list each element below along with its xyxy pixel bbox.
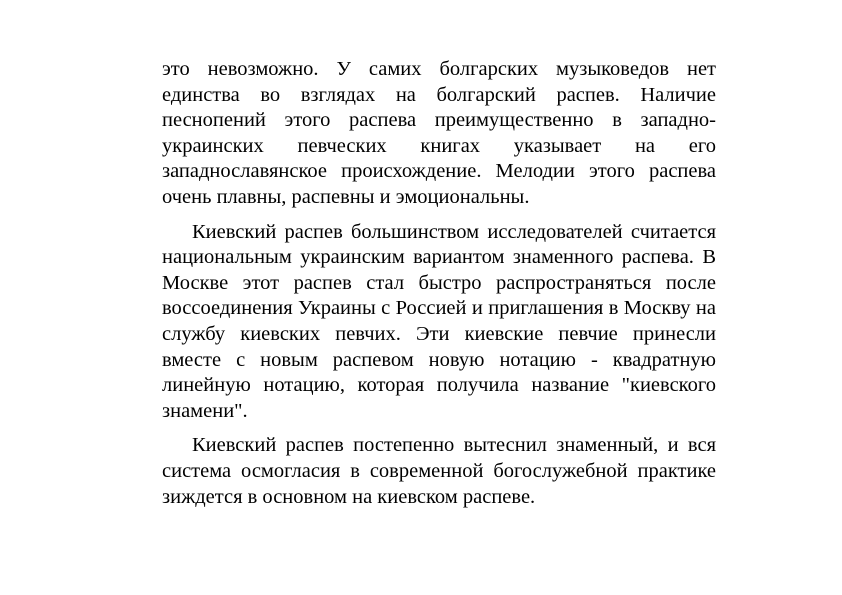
paragraph-continuation: это невозможно. У самих болгарских музыковедов нет единства во взглядах на болгарский распев. Наличие песнопений этого распева преимущественно в западно-украинских певческих книгах указывает на его западнославянское происхождение. Мелодии этого распева очень плавны, распевны и эмоциональны.	[162, 58, 716, 208]
paragraph-kiev-chant: Киевский распев большинством исследователей считается национальным украинским вариантом знаменного распева. В Москве этот распев стал быстро распространяться после воссоединения Украины с Россией и приглашения в Москву на службу киевских певчих. Эти киевские певчие принесли вместе с новым распевом новую нотацию - квадратную линейную нотацию, которая получила название "киевского знамени".	[162, 220, 716, 422]
document-body	[162, 57, 716, 510]
paragraph-osmoglasie: Киевский распев постепенно вытеснил знаменный, и вся система осмогласия в современной богослужебной практике зиждется в основном на киевском распеве.	[162, 434, 716, 508]
